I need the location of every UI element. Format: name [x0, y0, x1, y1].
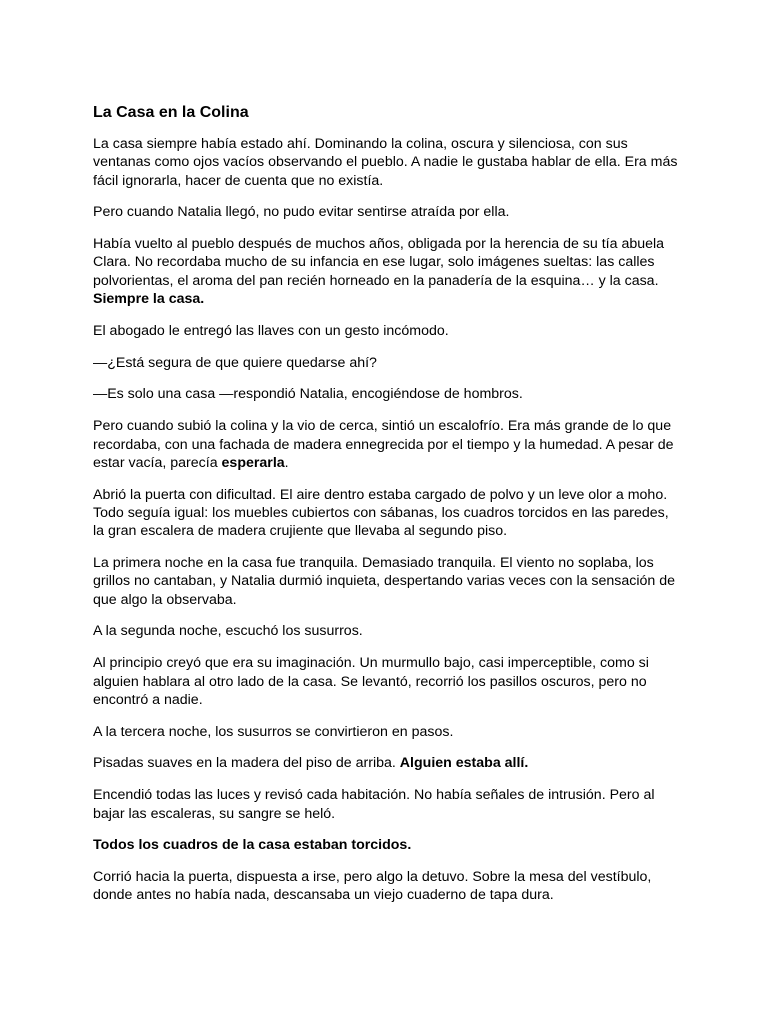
paragraph — [93, 235, 683, 308]
paragraph-text-end: . — [284, 454, 289, 471]
paragraph-text: Pisadas suaves en la madera del piso de arriba. — [93, 755, 400, 772]
paragraph-text: Corrió hacia la puerta, dispuesta a irse, pero algo la detuvo. Sobre la mesa del vestíbulo, donde antes no había nada, descansaba un viejo cuaderno de tapa dura. — [93, 869, 652, 904]
paragraph — [93, 135, 683, 190]
paragraph-text: La casa siempre había estado ahí. Dominando la colina, oscura y silenciosa, con sus ventanas como ojos vacíos observando el pueblo. A nadie le gustaba hablar de ella. Era más fácil ignorarla, hacer de cuenta que no existía. — [93, 136, 678, 189]
paragraph — [93, 654, 683, 709]
paragraph — [93, 486, 683, 541]
paragraph — [93, 723, 683, 741]
paragraph-bold-text: Todos los cuadros de la casa estaban torcidos. — [93, 837, 412, 854]
paragraph-text: A la tercera noche, los susurros se convirtieron en pasos. — [93, 723, 454, 740]
dialogue-line — [93, 354, 683, 372]
paragraph — [93, 868, 683, 905]
paragraph — [93, 786, 683, 823]
paragraph-text: La primera noche en la casa fue tranquila. Demasiado tranquila. El viento no soplaba, los grillos no cantaban, y Natalia durmió inquieta, despertando varias veces con la sensación de que algo la observaba. — [93, 555, 676, 608]
paragraph-text: Pero cuando subió la colina y la vio de cerca, sintió un escalofrío. Era más grande de lo que recordaba, con una fachada de madera ennegrecida por el tiempo y la humedad. A pesar de estar vacía, parecía — [93, 418, 674, 471]
paragraph-bold-text: esperarla — [221, 454, 285, 471]
paragraph-bold-text: Siempre la casa. — [93, 291, 205, 308]
paragraph-text: Abrió la puerta con dificultad. El aire dentro estaba cargado de polvo y un leve olor a moho. Todo seguía igual: los muebles cubiertos con sábanas, los cuadros torcidos en las paredes, la gran escalera de madera crujiente que llevaba al segundo piso. — [93, 486, 669, 540]
paragraph-text: A la segunda noche, escuchó los susurros. — [93, 623, 363, 640]
paragraph-text: Había vuelto al pueblo después de muchos años, obligada por la herencia de su tía abuela Clara. No recordaba mucho de su infancia en ese lugar, solo imágenes sueltas: las calles polvorientas, el aroma del pan recién horneado en la panadería de la esquina… y la casa. — [93, 236, 665, 289]
paragraph-text: El abogado le entregó las llaves con un gesto incómodo. — [93, 322, 449, 339]
paragraph — [93, 322, 683, 340]
paragraph-text: Encendió todas las luces y revisó cada habitación. No había señales de intrusión. Pero al bajar las escaleras, su sangre se heló. — [93, 787, 655, 822]
paragraph — [93, 417, 683, 472]
document-title: La Casa en la Colina — [93, 104, 249, 121]
dialogue-line — [93, 385, 683, 403]
document-page — [93, 103, 683, 918]
paragraph — [93, 622, 683, 640]
paragraph-text: Al principio creyó que era su imaginación. Un murmullo bajo, casi imperceptible, como si alguien hablara al otro lado de la casa. Se levantó, recorrió los pasillos oscuros, pero no encontró a nadie. — [93, 655, 649, 708]
paragraph — [93, 554, 683, 609]
paragraph-text: —¿Está segura de que quiere quedarse ahí? — [93, 354, 377, 371]
paragraph — [93, 203, 683, 221]
paragraph-bold-text: Alguien estaba allí. — [399, 755, 529, 772]
paragraph-text: Pero cuando Natalia llegó, no pudo evitar sentirse atraída por ella. — [93, 204, 510, 221]
emphasis-paragraph — [93, 836, 683, 854]
paragraph-text: —Es solo una casa —respondió Natalia, encogiéndose de hombros. — [93, 386, 523, 403]
paragraph — [93, 754, 683, 772]
